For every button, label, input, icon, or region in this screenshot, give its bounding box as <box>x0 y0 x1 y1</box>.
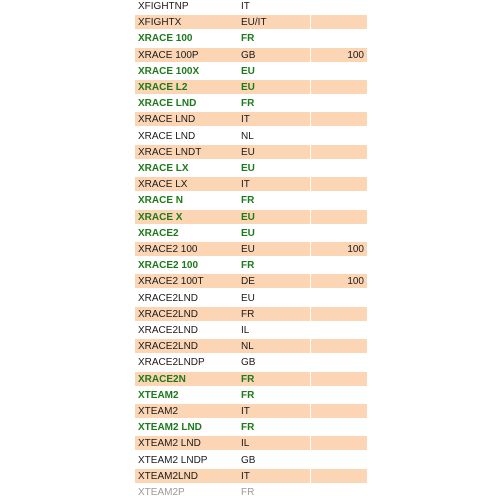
column-divider <box>310 469 311 484</box>
cell-product-name[interactable]: XRACE LX <box>138 179 188 191</box>
table-row[interactable] <box>135 112 367 127</box>
cell-country-code[interactable]: EU <box>241 163 255 174</box>
cell-country-code[interactable]: IL <box>241 438 250 450</box>
table-row[interactable] <box>135 258 367 273</box>
column-divider <box>310 177 311 192</box>
cell-country-code[interactable]: EU <box>241 292 255 304</box>
cell-country-code[interactable]: FR <box>241 422 255 434</box>
cell-product-name[interactable]: XFIGHTNP <box>138 1 189 12</box>
cell-country-code[interactable]: EU <box>241 227 255 239</box>
cell-product-name[interactable]: XRACE 100P <box>138 49 199 61</box>
table-row[interactable] <box>135 420 367 435</box>
cell-country-code[interactable]: FR <box>241 260 255 272</box>
table-row[interactable] <box>135 485 367 500</box>
cell-country-code[interactable]: IL <box>241 325 250 336</box>
cell-country-code[interactable]: FR <box>241 487 255 498</box>
table-row[interactable] <box>135 291 367 306</box>
column-divider <box>310 355 311 370</box>
column-divider <box>310 436 311 451</box>
column-divider <box>310 15 311 30</box>
table-row[interactable] <box>135 177 367 192</box>
table-row[interactable] <box>135 242 367 257</box>
cell-country-code[interactable]: IT <box>241 114 250 126</box>
column-divider <box>310 129 311 144</box>
table-row[interactable] <box>135 15 367 30</box>
cell-product-name[interactable]: XRACE2 100T <box>138 276 204 288</box>
cell-product-name[interactable]: XRACE2LNDP <box>138 357 205 369</box>
table-row[interactable] <box>135 48 367 63</box>
cell-country-code[interactable]: EU <box>241 146 255 158</box>
column-divider <box>310 242 311 257</box>
table-row[interactable] <box>135 145 367 160</box>
cell-product-name[interactable]: XFIGHTX <box>138 17 182 29</box>
cell-country-code[interactable]: GB <box>241 454 256 466</box>
column-divider <box>310 112 311 127</box>
cell-country-code[interactable]: NL <box>241 130 254 142</box>
table-row[interactable] <box>135 339 367 354</box>
table-row[interactable] <box>135 355 367 370</box>
column-divider <box>310 420 311 435</box>
cell-product-name[interactable]: XTEAM2 LND <box>138 438 201 450</box>
cell-product-name[interactable]: XRACE2LND <box>138 292 199 304</box>
table-row[interactable] <box>135 469 367 484</box>
cell-country-code[interactable]: EU <box>241 82 255 93</box>
cell-country-code[interactable]: EU <box>241 244 255 255</box>
cell-product-name[interactable]: XRACE2 100 <box>138 260 199 272</box>
cell-product-name[interactable]: XRACE LX <box>138 163 189 174</box>
column-divider <box>310 96 311 111</box>
table-row[interactable] <box>135 453 367 468</box>
cell-product-name[interactable]: XTEAM2 <box>138 406 179 417</box>
cell-product-name[interactable]: XRACE X <box>138 211 183 223</box>
cell-product-name[interactable]: XRACE N <box>138 195 184 207</box>
column-divider <box>310 291 311 306</box>
cell-product-name[interactable]: XRACE2 100 <box>138 244 198 255</box>
table-row[interactable] <box>135 226 367 241</box>
column-divider <box>310 388 311 403</box>
cell-country-code[interactable]: FR <box>241 33 255 45</box>
table-row[interactable] <box>135 372 367 387</box>
table-row[interactable] <box>135 210 367 225</box>
cell-country-code[interactable]: GB <box>241 357 256 369</box>
table-row[interactable] <box>135 323 367 338</box>
cell-country-code[interactable]: EU <box>241 65 255 77</box>
table-row[interactable] <box>135 80 367 95</box>
cell-country-code[interactable]: IT <box>241 470 250 482</box>
table-row[interactable] <box>135 307 367 322</box>
cell-country-code[interactable]: GB <box>241 49 256 61</box>
table-row[interactable] <box>135 436 367 451</box>
table-row[interactable] <box>135 404 367 419</box>
column-divider <box>310 64 311 79</box>
cell-product-name[interactable]: XRACE2LND <box>138 325 199 336</box>
cell-country-code[interactable]: IT <box>241 406 250 417</box>
cell-product-name[interactable]: XTEAM2 <box>138 389 179 401</box>
table-row[interactable] <box>135 161 367 176</box>
table-row[interactable] <box>135 96 367 111</box>
column-divider <box>310 161 311 176</box>
cell-country-code[interactable]: EU <box>241 211 255 223</box>
column-divider <box>310 145 311 160</box>
cell-product-name[interactable]: XRACE2LND <box>138 308 199 320</box>
cell-product-name[interactable]: XRACE2N <box>138 373 186 385</box>
table-row[interactable] <box>135 31 367 46</box>
column-divider <box>310 485 311 500</box>
column-divider <box>310 404 311 419</box>
cell-quantity[interactable]: 100 <box>347 276 364 288</box>
column-divider <box>310 210 311 225</box>
cell-product-name[interactable]: XTEAM2P <box>138 487 185 498</box>
cell-product-name[interactable]: XRACE L2 <box>138 82 188 93</box>
table-row[interactable] <box>135 274 367 289</box>
cell-product-name[interactable]: XRACE 100 <box>138 33 193 45</box>
table-row[interactable] <box>135 129 367 144</box>
cell-product-name[interactable]: XRACE LND <box>138 114 196 126</box>
cell-product-name[interactable]: XRACE LND <box>138 130 196 142</box>
column-divider <box>310 372 311 387</box>
cell-product-name[interactable]: XTEAM2 LND <box>138 422 202 434</box>
cell-product-name[interactable]: XRACE2LND <box>138 341 199 353</box>
cell-country-code[interactable]: EU/IT <box>241 17 267 29</box>
column-divider <box>310 323 311 338</box>
cell-country-code[interactable]: FR <box>241 98 255 110</box>
cell-product-name[interactable]: XRACE LNDT <box>138 146 202 158</box>
column-divider <box>310 258 311 273</box>
column-divider <box>310 48 311 63</box>
table-row[interactable] <box>135 193 367 208</box>
cell-country-code[interactable]: FR <box>241 195 255 207</box>
cell-product-name[interactable]: XTEAM2LND <box>138 470 199 482</box>
cell-country-code[interactable]: FR <box>241 389 255 401</box>
column-divider <box>310 80 311 95</box>
column-divider <box>310 453 311 468</box>
column-divider <box>310 31 311 46</box>
cell-quantity[interactable]: 100 <box>347 49 364 61</box>
table-row[interactable] <box>135 0 367 14</box>
cell-product-name[interactable]: XTEAM2 LNDP <box>138 454 208 466</box>
cell-country-code[interactable]: DE <box>241 276 255 288</box>
table-row[interactable] <box>135 388 367 403</box>
column-divider <box>310 307 311 322</box>
cell-country-code[interactable]: NL <box>241 341 254 353</box>
cell-country-code[interactable]: IT <box>241 179 250 191</box>
column-divider <box>310 193 311 208</box>
cell-country-code[interactable]: FR <box>241 308 255 320</box>
table-row[interactable] <box>135 64 367 79</box>
column-divider <box>310 226 311 241</box>
cell-product-name[interactable]: XRACE 100X <box>138 65 200 77</box>
cell-product-name[interactable]: XRACE LND <box>138 98 197 110</box>
cell-country-code[interactable]: IT <box>241 1 250 12</box>
column-divider <box>310 0 311 14</box>
cell-country-code[interactable]: FR <box>241 373 255 385</box>
cell-product-name[interactable]: XRACE2 <box>138 227 179 239</box>
column-divider <box>310 274 311 289</box>
column-divider <box>310 339 311 354</box>
cell-quantity[interactable]: 100 <box>347 244 364 255</box>
